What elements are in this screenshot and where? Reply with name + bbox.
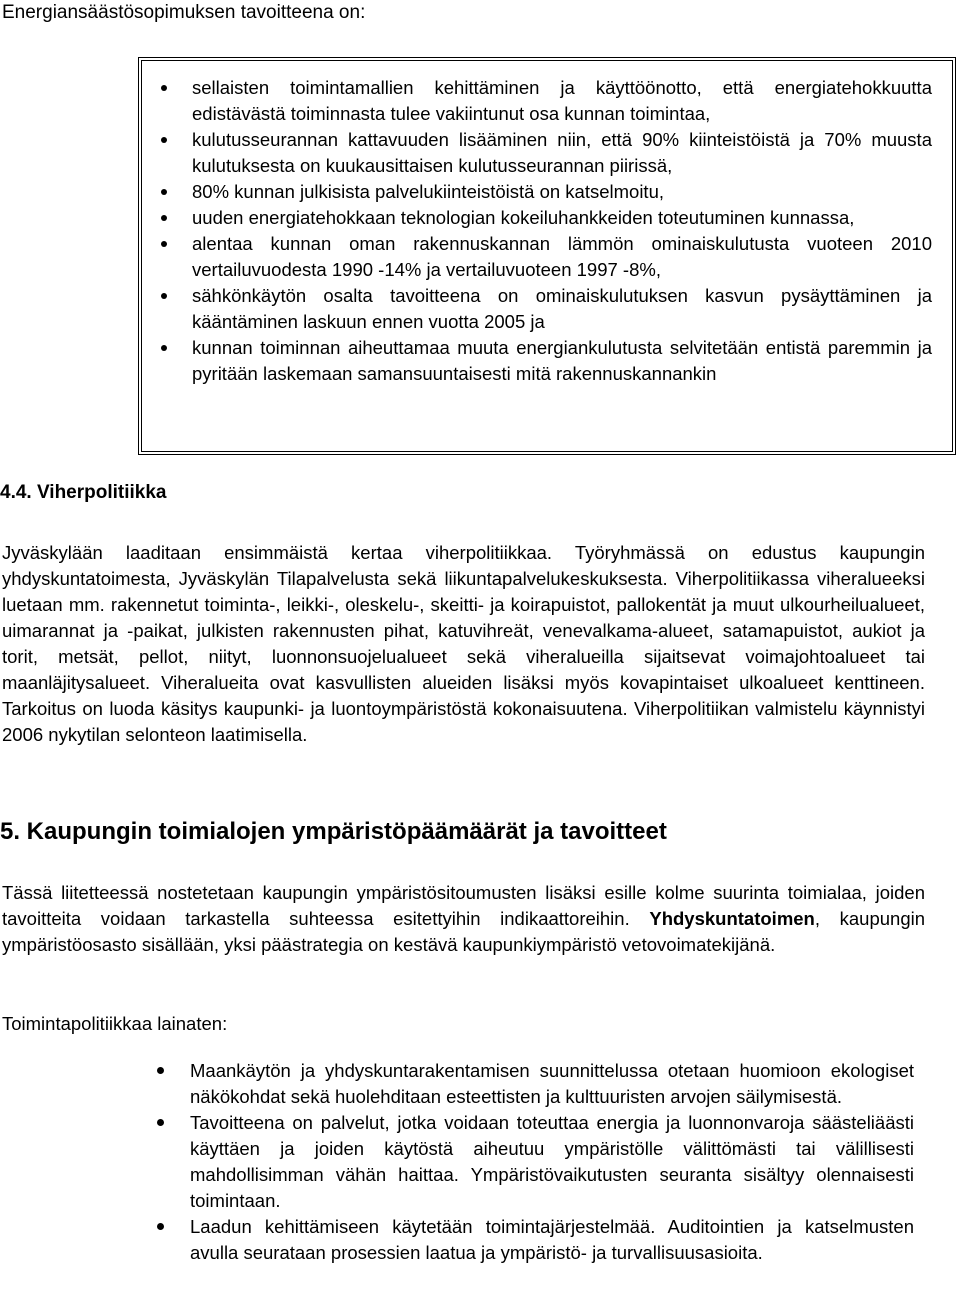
goal-item: sellaisten toimintamallien kehittäminen ja käyttöönotto, että energiatehokkuutta edistävästä toiminnasta tulee vakiintunut osa kunnan toimintaa, [192,75,932,127]
goal-item: alentaa kunnan oman rakennuskannan lämmön ominaiskulutusta vuoteen 2010 vertailuvuodesta 1990 -14% ja vertailuvuoteen 1997 -8%, [192,231,932,283]
section-heading-viherpolitiikka: 4.4. Viherpolitiikka [0,482,167,503]
goals-list [192,75,932,387]
section-heading-ymparistopaamaarat: 5. Kaupungin toimialojen ympäristöpäämäärät ja tavoitteet [0,818,667,845]
goal-item: kulutusseurannan kattavuuden lisääminen niin, että 90% kiinteistöistä ja 70% muusta kulutuksesta on kuukausittaisen kulutusseurannan piirissä, [192,127,932,179]
viherpolitiikka-paragraph: Jyväskylään laaditaan ensimmäistä kertaa viherpolitiikkaa. Työryhmässä on edustus kaupungin yhdyskuntatoimesta, Jyväskylän Tilapalvelusta sekä liikuntapalvelukeskuksesta. Viherpolitiikassa viheralueeksi luetaan mm. rakennetut toiminta-, leikki-, oleskelu-, skeitti- ja koirapuistot, pallokentät ja muut ulkourheilualueet, uimarannat ja -paikat, julkisten rakennusten pihat, katuvihreät, venevalkama-alueet, satamapuistot, aukiot ja torit, metsät, pellot, niityt, luonnonsuojelualueet sekä viheralueilla sijaitsevat voimajohtoalueet tai maanläjitysalueet. Viheralueita ovat kasvullisten alueiden lisäksi myös kovapintaiset ulkoalueet kenttineen. Tarkoitus on luoda käsitys kaupunki- ja luontoympäristöstä kokonaisuutena. Viherpolitiikan valmistelu käynnistyi 2006 nykytilan selonteon laatimisella. [2,542,925,745]
policy-item: Tavoitteena on palvelut, jotka voidaan toteuttaa energia ja luonnonvaroja säästeliäästi käyttäen ja joiden käytöstä aiheutuu ympäristölle välittömästi tai välillisesti mahdollisimman vähän haittaa. Ympäristövaikutusten seuranta sisältyy olennaisesti toimintaan. [190,1110,914,1214]
policy-item: Maankäytön ja yhdyskuntarakentamisen suunnittelussa otetaan huomioon ekologiset näkökohdat sekä huolehditaan esteettisten ja kulttuuristen arvojen säilymisestä. [190,1058,914,1110]
section5-text-before: Tässä liitetteessä nostetetaan kaupungin ympäristösitoumusten lisäksi esille kolme suurinta toimialaa, joiden tavoitteita voidaan tarkastella suhteessa esitettyihin indikaattoreihin. [2,882,925,929]
policy-item: Laadun kehittämiseen käytetään toimintajärjestelmää. Auditointien ja katselmusten avulla seurataan prosessien laatua ja ympäristö- ja turvallisuusasioita. [190,1214,914,1266]
goals-box [138,57,956,455]
policy-list [190,1058,914,1266]
section5-paragraph [2,880,925,958]
intro-text: Energiansäästösopimuksen tavoitteena on: [2,2,366,23]
goal-item: 80% kunnan julkisista palvelukiinteistöistä on katselmoitu, [192,179,932,205]
goal-item: sähkönkäytön osalta tavoitteena on ominaiskulutuksen kasvun pysäyttäminen ja kääntäminen laskuun ennen vuotta 2005 ja [192,283,932,335]
goal-item: uuden energiatehokkaan teknologian kokeiluhankkeiden toteutuminen kunnassa, [192,205,932,231]
policy-lead-text: Toimintapolitiikkaa lainaten: [2,1013,228,1034]
section5-bold-term: Yhdyskuntatoimen [649,908,815,929]
goal-item: kunnan toiminnan aiheuttamaa muuta energiankulutusta selvitetään entistä paremmin ja pyritään laskemaan samansuuntaisesti mitä rakennuskannankin [192,335,932,387]
section5-text-after: , kaupungin ympäristöosasto sisällään, yksi päästrategia on kestävä kaupunkiympäristö vetovoimatekijänä. [2,908,926,955]
